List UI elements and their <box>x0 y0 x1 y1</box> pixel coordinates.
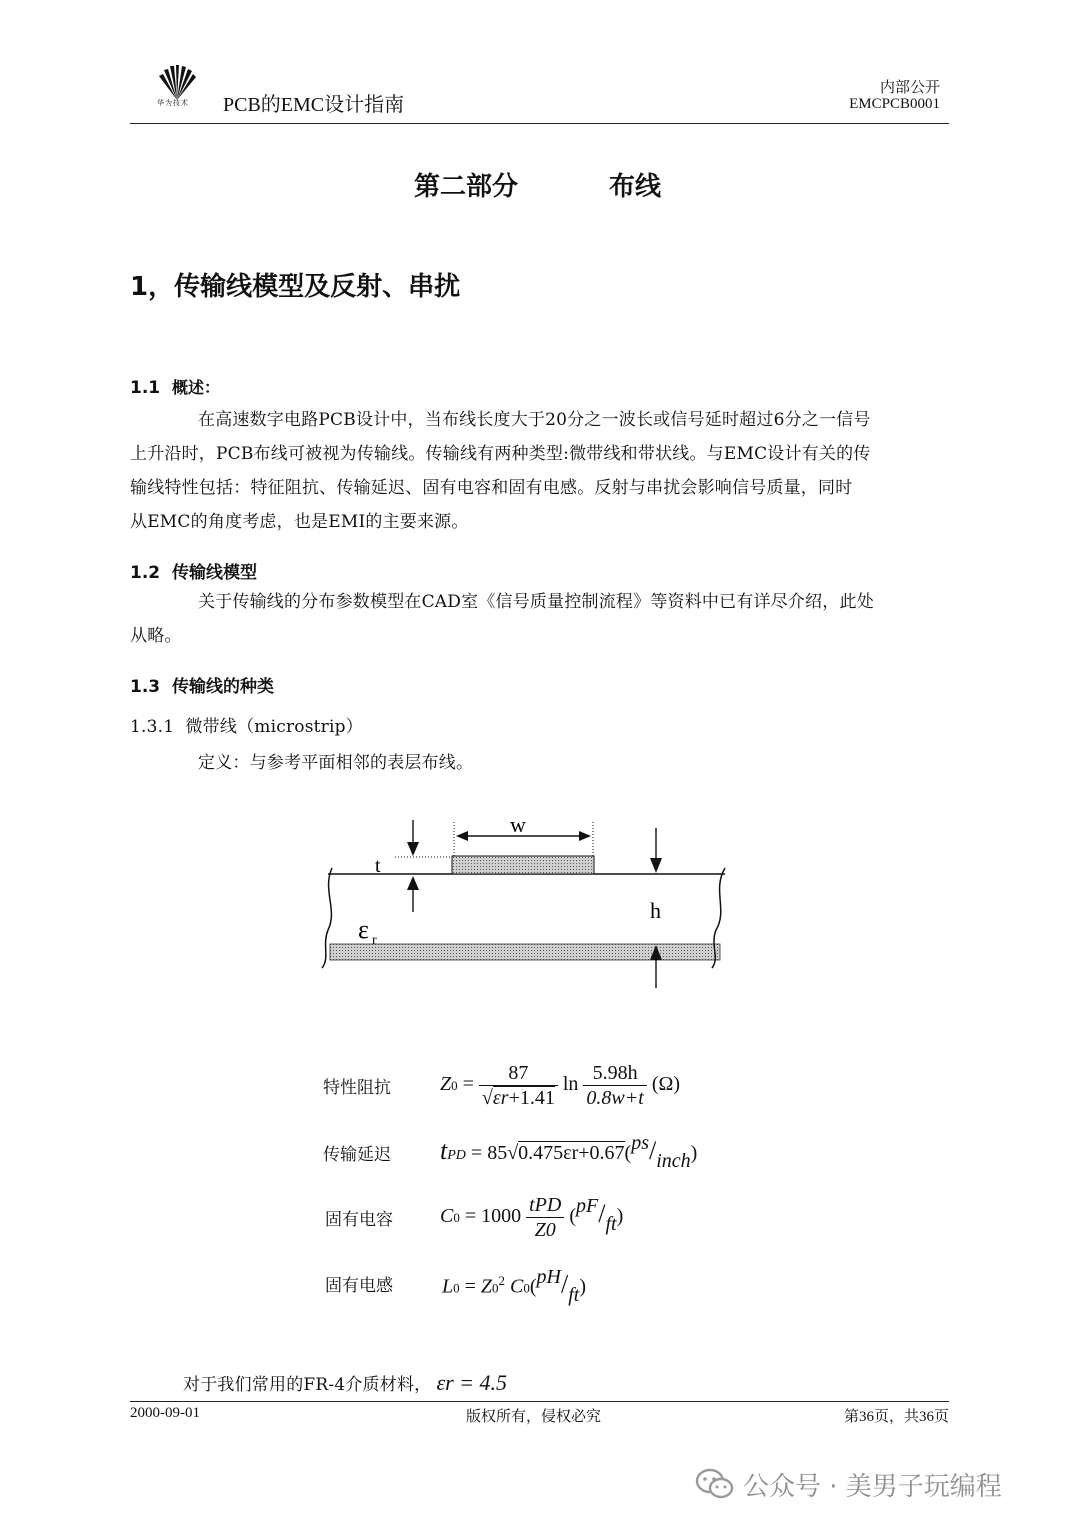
arrow-right-icon <box>579 831 591 841</box>
watermark-text: 公众号 · 美男子玩编程 <box>743 1471 1002 1502</box>
unit-denominator: ft <box>605 1213 617 1235</box>
microstrip-definition: 定义：与参考平面相邻的表层布线。 <box>198 753 474 773</box>
arrow-down-icon <box>650 858 662 873</box>
watermark <box>695 1466 1002 1502</box>
numerator: 5.98h <box>583 1061 646 1086</box>
subsection-number: 1.3.1 <box>130 717 175 737</box>
paragraph-line: 输线特性包括：特征阻抗、传输延迟、固有电容和固有电感。反射与串扰会影响信号质量，同时 <box>130 478 853 498</box>
arrow-up-icon <box>407 876 419 890</box>
lhs-subscript: 0 <box>453 1210 460 1225</box>
lhs-subscript: 0 <box>453 1280 460 1296</box>
eps-r: εr <box>492 1086 509 1109</box>
logo-petals-icon <box>155 64 199 102</box>
unit-numerator: pH <box>536 1265 561 1288</box>
rhs-z-superscript: 2 <box>498 1273 506 1288</box>
rhs-z: Z <box>480 1275 493 1298</box>
footer-page-number: 第36页，共36页 <box>843 1409 949 1425</box>
section-1-3-1-heading <box>130 710 363 744</box>
formula-delay: tPD = 85√0.475εr+0.67(ps/inch) <box>440 1132 698 1172</box>
label-epsilon-sub: r <box>372 933 377 948</box>
unit-ohm: (Ω) <box>651 1073 680 1095</box>
footer-rule <box>130 1401 949 1402</box>
lhs-subscript: 0 <box>451 1078 458 1093</box>
unit-denominator: ft <box>568 1283 580 1306</box>
label-w: w <box>510 812 526 837</box>
rhs-c: C <box>510 1275 524 1298</box>
paragraph-line: 在高速数字电路PCB设计中，当布线长度大于20分之一波长或信号延时超过6分之一信号 <box>198 410 871 430</box>
fr4-note-text: 对于我们常用的FR-4介质材料， <box>183 1375 432 1395</box>
section-number: 1.1 <box>130 378 161 398</box>
arrow-left-icon <box>456 831 468 841</box>
lhs-symbol: L <box>442 1275 454 1298</box>
company-logo <box>155 64 199 110</box>
part-number: 第二部分 <box>414 172 519 202</box>
denominator: √εr+1.41 <box>481 1086 555 1109</box>
section-number: 1.3 <box>130 677 161 697</box>
section-1-2-heading <box>130 558 257 583</box>
header-rule <box>130 123 949 124</box>
root-expression: 0.475εr+0.67 <box>518 1142 625 1164</box>
section-1-2-paragraph <box>130 585 950 653</box>
microstrip-diagram <box>300 800 740 1000</box>
denominator: 0.8w+t <box>586 1086 644 1109</box>
fraction-h <box>583 1061 646 1110</box>
part-name: 布线 <box>609 172 662 202</box>
document-title: PCB的EMC设计指南 <box>223 94 405 116</box>
unit-denominator: inch <box>656 1150 691 1172</box>
document-code: EMCPCB0001 <box>849 96 940 112</box>
section-1-1-heading <box>130 375 220 398</box>
section-title: 概述： <box>171 378 220 397</box>
classification-label: 内部公开 <box>879 80 940 96</box>
ln-operator: ln <box>562 1073 579 1095</box>
numerator: tPD <box>526 1193 564 1218</box>
lhs-symbol: Z <box>440 1073 452 1095</box>
section-number: 1.2 <box>130 563 161 583</box>
fraction-87 <box>479 1061 558 1110</box>
fr4-note-equation: εr = 4.5 <box>436 1370 508 1395</box>
formula-inductance-label: 固有电感 <box>325 1276 393 1296</box>
section-1-1-paragraph <box>130 403 950 539</box>
chapter-title: 1，传输线模型及反射、串扰 <box>130 272 461 302</box>
formula-inductance: $L0 = Z0^2$ C0(pH/ft) <box>442 1265 587 1306</box>
paragraph-line: 从略。 <box>130 626 182 646</box>
coefficient: 1000 <box>481 1205 522 1227</box>
den-const: +1.41 <box>508 1086 555 1109</box>
label-h: h <box>650 898 661 923</box>
subsection-title: 微带线（microstrip） <box>185 717 363 737</box>
paragraph-line: 上升沿时，PCB布线可被视为传输线。传输线有两种类型:微带线和带状线。与EMC设计有关的传 <box>130 444 871 464</box>
lhs-symbol: t <box>440 1136 448 1165</box>
section-title: 传输线的种类 <box>171 677 274 697</box>
lhs-subscript: PD <box>447 1148 466 1163</box>
fraction-tpd-z0 <box>526 1193 564 1242</box>
ground-plane <box>330 944 720 960</box>
rhs-z-subscript: 0 <box>492 1280 499 1296</box>
label-t: t <box>375 855 381 877</box>
label-epsilon: ε <box>358 915 369 944</box>
paragraph-line: 关于传输线的分布参数模型在CAD室《信号质量控制流程》等资料中已有详尽介绍，此处 <box>198 592 874 612</box>
denominator: Z0 <box>534 1218 556 1241</box>
formula-impedance-label: 特性阻抗 <box>323 1078 391 1098</box>
unit-numerator: ps <box>631 1132 649 1154</box>
numerator: 87 <box>479 1061 558 1086</box>
formula-capacitance-label: 固有电容 <box>325 1210 393 1230</box>
formula-capacitance: C0 = 1000 $\frac{\text{tPD}}{Z0}$ (pF/ft) <box>440 1193 624 1241</box>
unit-numerator: pF <box>576 1195 599 1217</box>
rhs-c-subscript: 0 <box>523 1280 530 1296</box>
footer-copyright: 版权所有，侵权必究 <box>466 1409 602 1425</box>
formula-impedance: Z0 = $\frac{87}{√\varepsilon r+1.41}$ ln $\frac{5.98h}{0.8w+t}$ (Ω) <box>440 1061 680 1109</box>
formula-delay-label: 传输延迟 <box>323 1145 391 1165</box>
fr4-note <box>183 1368 507 1402</box>
footer-date: 2000-09-01 <box>130 1405 200 1421</box>
microstrip-trace <box>452 856 594 874</box>
section-1-3-heading <box>130 672 274 697</box>
wechat-icon <box>695 1467 735 1501</box>
coefficient: 85 <box>487 1142 508 1164</box>
lhs-symbol: C <box>440 1205 454 1227</box>
paragraph-line: 从EMC的角度考虑，也是EMI的主要来源。 <box>130 512 469 532</box>
section-title: 传输线模型 <box>171 563 257 583</box>
logo-text: 华为技术 <box>157 99 189 107</box>
arrow-down-icon <box>407 842 419 856</box>
